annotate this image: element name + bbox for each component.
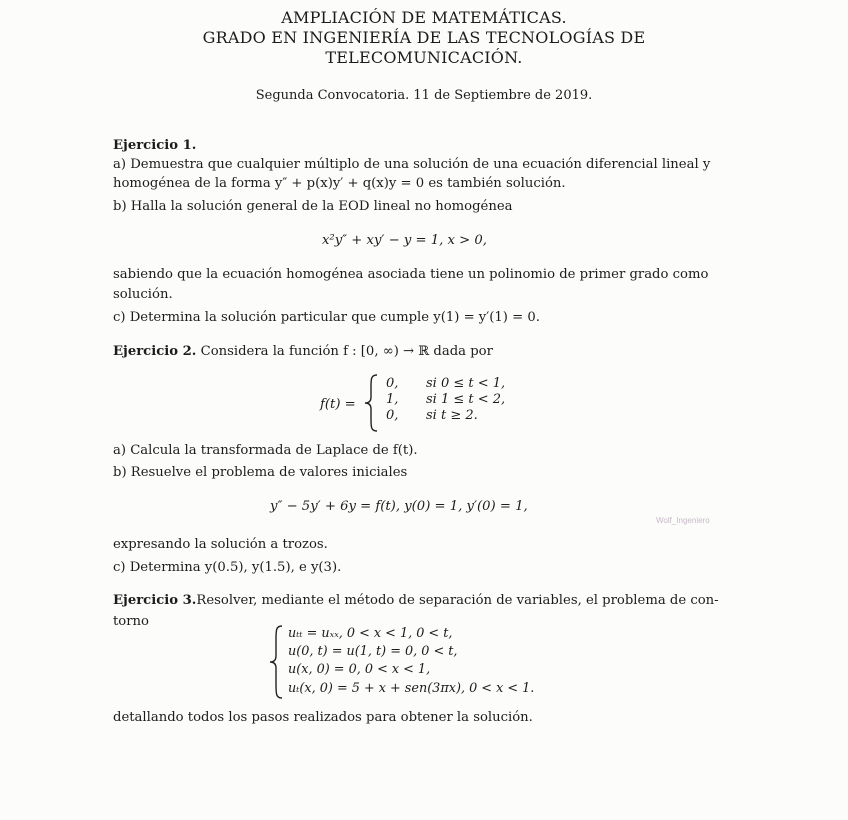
ej2-case-row <box>386 392 505 408</box>
ej3-intro: Resolver, mediante el método de separación de variables, el problema de con- <box>196 593 719 608</box>
ej3-system-eq-1: uₜₜ = uₓₓ, 0 < x < 1, 0 < t, <box>288 626 453 641</box>
ej2-c-line: c) Determina y(0.5), y(1.5), e y(3). <box>113 560 342 575</box>
header-line-2: GRADO EN INGENIERÍA DE LAS TECNOLOGÍAS DE <box>202 28 646 47</box>
ej2-case-condition: si 1 ≤ t < 2, <box>426 392 506 407</box>
ej3-left-brace <box>268 624 286 700</box>
ej2-b-line2: expresando la solución a trozos. <box>113 537 328 552</box>
ej2-b-line: b) Resuelve el problema de valores iniciales <box>113 465 408 480</box>
ej1-b-line3: solución. <box>113 287 173 302</box>
ej3-system-eq-2: u(0, t) = u(1, t) = 0, 0 < t, <box>288 644 458 659</box>
ej1-a-line1: a) Demuestra que cualquier múltiplo de una solución de una ecuación diferencial lineal y <box>113 157 711 172</box>
ej2-case-row <box>386 408 505 424</box>
ej2-intro-line <box>113 344 493 359</box>
ej2-cases-table <box>386 376 505 424</box>
watermark-text: Wolf_Ingeniero <box>656 516 710 525</box>
ej2-title: Ejercicio 2. <box>113 344 197 359</box>
ej1-c-line: c) Determina la solución particular que cumple y(1) = y′(1) = 0. <box>113 310 540 325</box>
ej1-b-line1: b) Halla la solución general de la EOD lineal no homogénea <box>113 199 513 214</box>
ej2-a-line: a) Calcula la transformada de Laplace de f(t). <box>113 443 418 458</box>
header-line-1: AMPLIACIÓN DE MATEMÁTICAS. <box>281 8 567 27</box>
ej3-title: Ejercicio 3. <box>113 593 197 608</box>
ej2-equation: y″ − 5y′ + 6y = f(t), y(0) = 1, y′(0) = 1, <box>270 499 528 514</box>
ej1-a-line2: homogénea de la forma y″ + p(x)y′ + q(x)y = 0 es también solución. <box>113 176 566 191</box>
ej2-f-lhs: f(t) = <box>320 397 356 412</box>
header-line-3: TELECOMUNICACIÓN. <box>325 48 523 67</box>
ej2-case-value: 0, <box>386 408 399 423</box>
ej3-intro-line1 <box>113 593 719 608</box>
ej3-intro-line2: torno <box>113 614 149 629</box>
ej2-intro: Considera la función f : [0, ∞) → ℝ dada por <box>196 344 493 359</box>
ej2-case-row <box>386 376 505 392</box>
ej3-system-eq-4: uₜ(x, 0) = 5 + x + sen(3πx), 0 < x < 1. <box>288 681 535 696</box>
ej2-case-condition: si t ≥ 2. <box>426 408 478 423</box>
ej2-left-brace <box>363 373 381 433</box>
ej1-equation: x²y″ + xy′ − y = 1, x > 0, <box>322 233 487 248</box>
ej2-case-value: 0, <box>386 376 399 391</box>
ej3-system-eq-3: u(x, 0) = 0, 0 < x < 1, <box>288 662 431 677</box>
convocatoria-line: Segunda Convocatoria. 11 de Septiembre de 2019. <box>255 88 593 103</box>
ej3-outro: detallando todos los pasos realizados para obtener la solución. <box>113 710 533 725</box>
ej1-title: Ejercicio 1. <box>113 138 197 153</box>
ej2-case-value: 1, <box>386 392 399 407</box>
ej1-b-line2: sabiendo que la ecuación homogénea asociada tiene un polinomio de primer grado como <box>113 267 709 282</box>
ej2-case-condition: si 0 ≤ t < 1, <box>426 376 506 391</box>
